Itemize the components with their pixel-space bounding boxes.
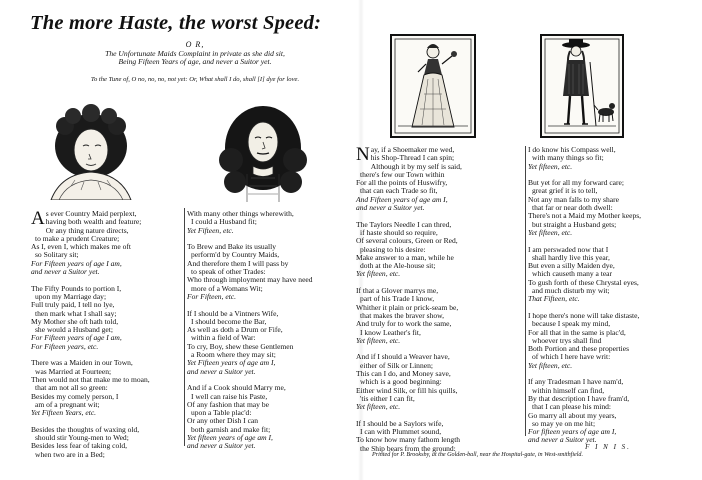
stanza (356, 221, 526, 279)
verse-line: there's few our Town within (360, 169, 445, 179)
subtitle-line: The Unfortunate Maids Complaint in private as she did sit, (105, 49, 285, 58)
verse-line: upon my Marriage day; (35, 291, 107, 301)
verse-line: And truly for to work the same, (356, 319, 452, 329)
verse-line: But yet for all my forward care; (528, 178, 624, 188)
verse-line: then mark what I shall say; (35, 308, 117, 318)
woodcut-standing-lady (390, 34, 476, 138)
woodcut-woman-portrait (40, 104, 142, 200)
verse-line: And if I should a Weaver have, (356, 352, 450, 362)
verse-line: And Fifteen years of age am I, (356, 194, 448, 204)
verse-line: Full truly paid, I tell no lye, (31, 300, 115, 310)
verse-line: Yet Fifteen Years, etc. (31, 408, 97, 418)
verse-line: but straight a Husband gets; (532, 219, 617, 229)
stanza (187, 310, 357, 376)
verse-line: to make a prudent Creature; (35, 233, 120, 243)
verse-line: Besides less fear of taking cold, (31, 441, 127, 451)
verse-line: With many other things wherewith, (187, 209, 294, 218)
verse-line: Yet fifteen, etc. (356, 335, 401, 345)
verse-line: By that description I have fram'd, (528, 393, 630, 403)
verse-line: That Fifteen, etc. (528, 294, 580, 304)
woodcut-man-portrait (213, 100, 313, 202)
verse-line: that am not all so green: (35, 383, 108, 393)
verse-line: Yet fifteen years of age am I, (187, 433, 273, 443)
tune-note: To the Tune of, O no, no, no, not yet: Or, What shall I do, shall [I] dye for love. (90, 76, 300, 83)
verse-column-4 (528, 146, 688, 453)
verse-line: should stir Young-men to Wed; (35, 433, 129, 443)
verse-line: Yet Fifteen years of age am I, (187, 358, 276, 368)
verse-line: Or any thing nature directs, (45, 225, 129, 235)
verse-line: Yet fifteen, etc. (528, 161, 573, 171)
verse-column-1 (31, 210, 189, 467)
verse-line: I do know his Compass well, (528, 145, 616, 154)
verse-line: so may ye on me hit; (532, 418, 596, 428)
verse-line: Of several colours, Green or Red, (356, 236, 458, 246)
verse-line: For Fifteen years, etc. (31, 341, 99, 351)
verse-line: I can with Plummet sound, (360, 427, 442, 437)
verse-line: of which I here have writ: (532, 352, 611, 362)
verse-line: Yet fifteen, etc. (528, 227, 573, 237)
verse-line: This can I do, and Money save, (356, 369, 451, 379)
verse-line: To cry, Boy, shew these Gentlemen (187, 341, 294, 351)
verse-line: doth at the Ale-house sit; (360, 261, 436, 271)
stanza (356, 353, 526, 411)
verse-line: which causeth many a tear (532, 269, 613, 279)
verse-line: perform'd by Country Maids, (191, 250, 280, 260)
verse-line: with many things so fit; (532, 153, 604, 163)
verse-line: and never a Suitor yet. (31, 267, 100, 277)
stanza (528, 378, 688, 444)
verse-line: both garnish and make fit; (191, 424, 271, 434)
verse-line: within a field of War: (191, 333, 256, 343)
verse-line: To gush forth of these Chrystal eyes, (528, 277, 639, 287)
verse-line: To Brew and Bake its usually (187, 242, 276, 252)
verse-line: Who through imployment may have need (187, 275, 313, 285)
verse-line: 'tis either I can fit, (360, 393, 415, 403)
verse-line: The Fifty Pounds to portion I, (31, 283, 122, 293)
verse-line: For Fifteen, etc. (187, 291, 237, 301)
verse-line: For Fifteen years of age I am, (31, 333, 122, 343)
verse-line: Go marry all about my years, (528, 410, 617, 420)
verse-line: As ever Country Maid perplext, (31, 208, 137, 229)
stanza (31, 285, 189, 351)
verse-line: to speak of other Trades: (191, 267, 266, 277)
stanza (187, 384, 357, 450)
verse-line: am of a pregnant wit; (35, 399, 100, 409)
verse-line: For fifteen years of age am I, (528, 427, 617, 437)
verse-line: and never a Suitor yet. (356, 203, 425, 213)
verse-line: pleasing to his desire: (360, 244, 426, 254)
stanza (356, 146, 526, 212)
verse-line: more of a Womans Wit; (191, 283, 263, 293)
verse-line: If any Tradesman I have nam'd, (528, 377, 624, 387)
ballad-title: The more Haste, the worst Speed: (30, 12, 322, 34)
verse-line: Nay, if a Shoemaker me wed, (356, 144, 455, 165)
stanza (187, 243, 357, 301)
stanza (31, 426, 189, 459)
verse-line: Yet fifteen, etc. (528, 360, 573, 370)
verse-line: upon a Table plac'd: (191, 408, 252, 418)
stanza (187, 210, 357, 235)
finis-mark: F I N I S. (585, 443, 631, 451)
verse-line: I well can raise his Paste, (191, 391, 268, 401)
verse-line: For all that in the same is plac'd, (528, 327, 626, 337)
verse-line: within himself can find, (532, 385, 605, 395)
verse-line: If that a Glover marrys me, (356, 286, 439, 296)
drop-capital: A (31, 208, 45, 229)
verse-column-2 (187, 210, 357, 459)
verse-line: Besides my comely person, I (31, 391, 119, 401)
verse-line: And if a Cook should Marry me, (187, 383, 286, 393)
title-or: O R, (185, 40, 205, 49)
verse-line: To know how many fathom length (356, 435, 461, 445)
verse-line: As I, even I, which makes me oft (31, 242, 131, 252)
verse-line: great grief it is to tell, (532, 186, 598, 196)
verse-line: Both Portion and these properties (528, 344, 630, 354)
verse-line: As well as doth a Drum or Fife, (187, 325, 283, 335)
verse-line: Of any fashion that may be (187, 399, 269, 409)
verse-line: There's not a Maid my Mother keeps, (528, 211, 642, 221)
verse-line: Besides the thoughts of waxing old, (31, 424, 140, 434)
verse-line: and much disturb my wit; (532, 286, 610, 296)
subtitle-line: Being Fifteen Years of age, and never a Suitor yet. (118, 57, 272, 67)
verse-line: There was a Maiden in our Town, (31, 358, 133, 368)
drop-capital: N (356, 144, 370, 165)
stanza (528, 246, 688, 304)
stanza (31, 359, 189, 417)
verse-line: The Taylors Needle I can thred, (356, 219, 452, 229)
verse-line: that can each Trade so fit, (360, 186, 438, 196)
verse-line: having both wealth and feature; (45, 217, 142, 227)
verse-line: if haste should so require, (360, 227, 438, 237)
verse-line: If I should be a Saylors wife, (356, 418, 444, 428)
verse-line: whoever trys shall find (532, 335, 602, 345)
verse-line: and never a Suitor yet. (187, 366, 256, 376)
verse-line: Make answer to a man, while he (356, 252, 454, 262)
verse-line: shall hardly live this year, (532, 252, 610, 262)
verse-line: the Ship bears from the ground: (360, 443, 456, 453)
verse-line: I should become the Bar, (191, 316, 267, 326)
verse-line: And therefore them I will pass by (187, 258, 289, 268)
verse-line: I am perswaded now that I (528, 244, 609, 254)
stanza (31, 210, 189, 276)
stanza (356, 420, 526, 453)
verse-line: Yet Fifteen, etc. (187, 225, 234, 235)
verse-line: because I speak my mind, (532, 319, 611, 329)
verse-line: Either wind Silk, or fill his quills, (356, 385, 458, 395)
verse-line: she would a Husband get; (35, 325, 113, 335)
ballad-subtitle (30, 49, 360, 66)
verse-line: and never a Suitor yet. (528, 435, 597, 445)
verse-line: his Shop-Thread I can spin; (370, 153, 455, 163)
verse-line: Not any man falls to my share (528, 194, 619, 204)
verse-line: that makes the braver show, (360, 310, 444, 320)
verse-line: part of his Trade I know, (360, 294, 435, 304)
verse-line: Yet fifteen, etc. (356, 269, 401, 279)
verse-line: when two are in a Bed; (35, 449, 105, 459)
verse-line: that far or near doth dwell: (532, 203, 613, 213)
verse-line: For Fifteen years of age I am, (31, 258, 122, 268)
verse-line: Although it by my self is said, (370, 161, 462, 171)
verse-line: For all the points of Huswifry, (356, 178, 448, 188)
verse-line: a Room where they may sit; (191, 350, 276, 360)
woodcut-gentleman-with-dog (540, 34, 624, 138)
verse-line: I could a Husband fit; (191, 217, 257, 227)
verse-line: and never a Suitor yet. (187, 441, 256, 451)
stanza (528, 179, 688, 237)
verse-column-3 (356, 146, 526, 461)
stanza (356, 287, 526, 345)
verse-line: Yet fifteen, etc. (356, 402, 401, 412)
verse-line: My Mother she oft hath told, (31, 316, 119, 326)
verse-line: that I can please his mind: (532, 402, 612, 412)
verse-line: Then would not that make me to moan, (31, 374, 150, 384)
verse-line: was Married at Fourteen; (35, 366, 112, 376)
verse-line: either of Silk or Linnen; (360, 360, 433, 370)
verse-line: I hope there's none will take distaste, (528, 310, 640, 320)
verse-line: If I should be a Vintners Wife, (187, 308, 279, 318)
verse-line: which is a good beginning: (360, 377, 442, 387)
printer-imprint: Printed for P. Brooksby, at the Golden-ball, near the Hospital-gate, in West-smithfield. (372, 452, 584, 458)
verse-line: I know Leather's fit, (360, 327, 421, 337)
verse-line: Whither it plain or prick-seam be, (356, 302, 459, 312)
stanza (528, 146, 688, 171)
verse-line: Or any other Dish I can (187, 416, 259, 426)
verse-line: But even a silly Maiden dye, (528, 261, 615, 271)
stanza (528, 312, 688, 370)
verse-line: so Solitary sit; (35, 250, 79, 260)
